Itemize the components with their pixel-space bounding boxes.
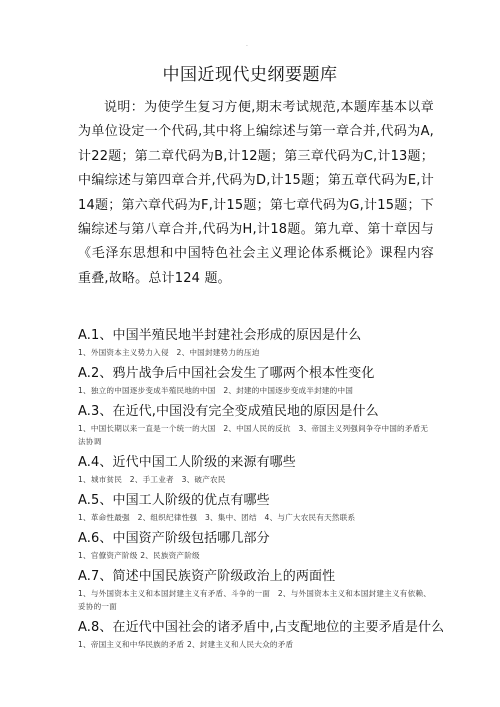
question-item-a1	[78, 327, 434, 359]
question-answer: 1、中国长期以来一直是一个统一的大国 2、中国人民的反抗 3、帝国主义列强间争夺中国的矛盾无法协调	[78, 424, 429, 446]
question-title: A.3、在近代,中国没有完全变成殖民地的原因是什么	[78, 404, 379, 419]
question-answer: 1、独立的中国逐步变成半殖民地的中国 2、封建的中国逐步变成半封建的中国	[78, 386, 354, 395]
question-answer: 1、革命性最强 2、组织纪律性强 3、集中、团结 4、与广大农民有天然联系	[78, 513, 356, 522]
question-answer: 1、城市贫民 2、手工业者 3、破产农民	[78, 475, 226, 484]
question-title: A.6、中国资产阶级包括哪几部分	[78, 531, 270, 546]
question-answer: 1、外国资本主义势力入侵 2、中国封建势力的压迫	[78, 348, 260, 357]
question-answer: 1、帝国主义和中华民族的矛盾 2、封建主义和人民大众的矛盾	[78, 640, 294, 649]
question-item-a5	[78, 492, 434, 524]
document-title: 中国近现代史纲要题库	[162, 65, 338, 85]
question-title: A.4、近代中国工人阶级的来源有哪些	[78, 455, 296, 470]
question-title: A.7、简述中国民族资产阶级政治上的两面性	[78, 569, 336, 584]
question-answer: 1、与外国资本主义和本国封建主义有矛盾、斗争的一面 2、与外国资本主义和本国封建主义有依赖、妥协的一面	[78, 589, 431, 611]
question-title: A.2、鸦片战争后中国社会发生了哪两个根本性变化	[78, 366, 375, 381]
question-item-a4	[78, 454, 434, 486]
question-title: A.1、中国半殖民地半封建社会形成的原因是什么	[78, 328, 362, 343]
question-item-a6	[78, 530, 434, 562]
question-list	[78, 327, 445, 657]
question-item-a7	[78, 568, 434, 613]
page-top-mark: .	[246, 41, 248, 48]
question-item-a2	[78, 365, 434, 397]
intro-paragraph: 说明：为使学生复习方便,期末考试规范,本题库基本以章为单位设定一个代码,其中将上编综述与第一章合并,代码为A,计22题；第二章代码为B,计12题；第三章代码为C,计13题；中编综述与第四章合并,代码为D,计15题；第五章代码为E,计14题；第六章代码为F,计15题；第七章代码为G,计15题；下编综述与第八章合并,代码为H,计18题。第九章、第十章因与《毛泽东思想和中国特色社会主义理论体系概论》课程内容重叠,故略。总计124 题。	[78, 100, 434, 286]
question-title: A.5、中国工人阶级的优点有哪些	[78, 493, 270, 508]
question-item-a8	[78, 619, 445, 651]
question-answer: 1、官僚资产阶级 2、民族资产阶级	[78, 551, 200, 560]
question-item-a3	[78, 403, 434, 448]
question-title: A.8、在近代中国社会的诸矛盾中,占支配地位的主要矛盾是什么	[78, 620, 445, 635]
